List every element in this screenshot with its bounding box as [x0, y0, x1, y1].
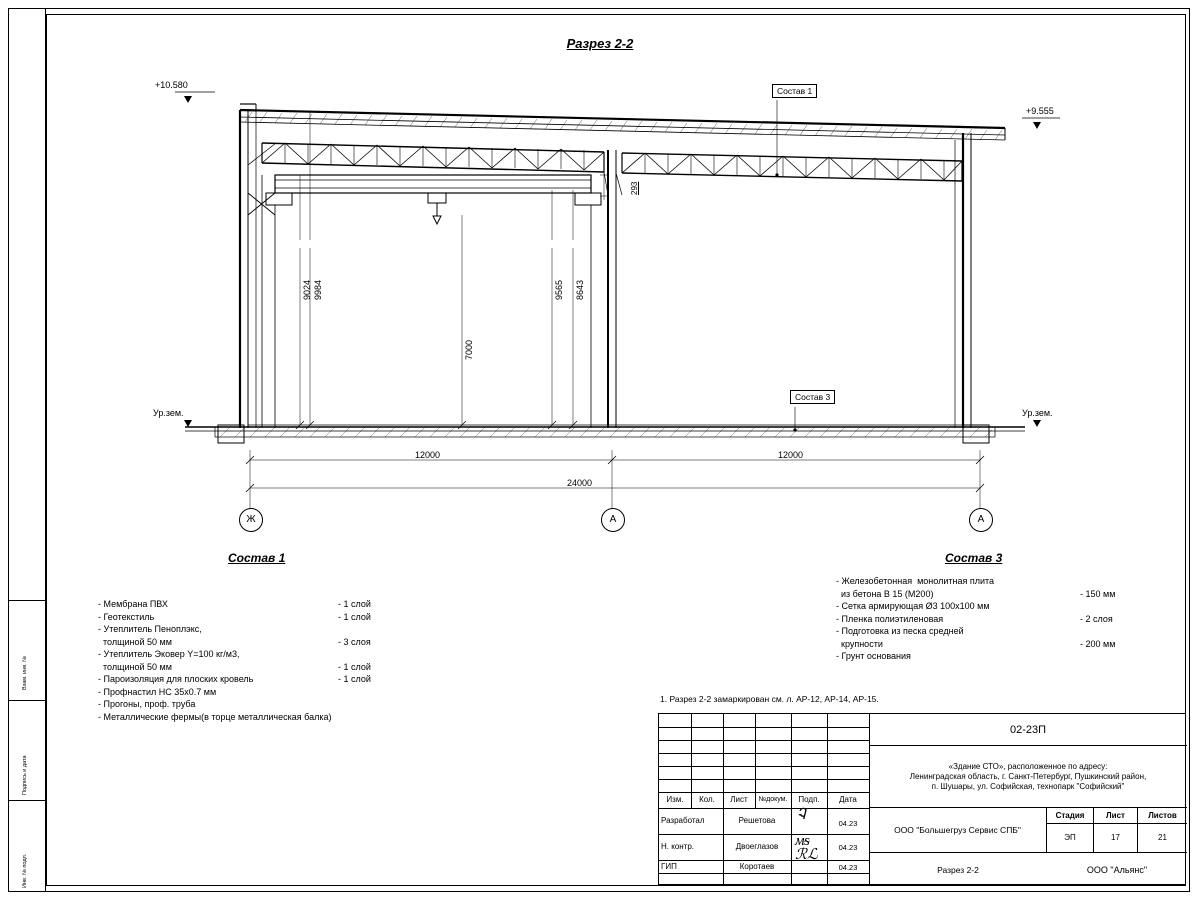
sostav3-item-3: - Пленка полиэтиленовая: [836, 613, 944, 624]
stamp-hline-1: [659, 727, 869, 728]
stamp-role-0: Разработал: [661, 816, 705, 825]
stamp-hline-3: [659, 753, 869, 754]
sostav1-item-4: - Утеплитель Эковер Y=100 кг/м3,: [98, 649, 240, 659]
stamp-name-2: Коротаев: [739, 862, 775, 871]
axis-mark-a-2: А: [969, 508, 993, 532]
left-margin-label-2: Подпись и дата: [22, 755, 28, 795]
stamp-col-kol: Кол.: [699, 795, 715, 804]
stamp-role-1: Н. контр.: [661, 842, 695, 851]
sostav1-title: Состав 1: [228, 551, 286, 565]
sostav3-item-5: крупности: [836, 638, 883, 649]
sostav1-item-5: толщиной 50 мм: [98, 661, 172, 672]
sostav3-item-4: - Подготовка из песка средней: [836, 626, 964, 636]
stamp-stage-header-0: Стадия: [1047, 808, 1093, 824]
stamp-stage-value-2: 21: [1137, 824, 1187, 853]
sostav1-item-6: - Пароизоляция для плоских кровель: [98, 674, 254, 684]
stamp-stage-value-0: ЭП: [1047, 824, 1093, 853]
dim-9984: 9984: [313, 279, 323, 300]
sostav3-values: [1080, 575, 1115, 650]
stamp-date-0: 04.23: [838, 819, 858, 828]
stamp-row-vline-2: [791, 808, 792, 886]
sostav3-value-5: - 200 мм: [1080, 638, 1116, 649]
sostav1-value-5: - 1 слой: [338, 661, 371, 672]
dim-span-right: 12000: [778, 450, 804, 460]
stamp-object-line2: Ленинградская область, г. Санкт-Петербург, Пушкинский район,: [909, 771, 1147, 781]
sostav3-items: [836, 575, 994, 663]
stamp-code-cell: 02-23П: [869, 714, 1187, 746]
stamp-object-cell: [869, 746, 1187, 808]
left-margin-label-3: Инв. № подл.: [22, 853, 28, 888]
stamp-hline-4: [659, 766, 869, 767]
axis-mark-a-1: А: [601, 508, 625, 532]
stamp-row-line-1: [659, 834, 869, 835]
sostav1-item-2: - Утеплитель Пеноплэкс,: [98, 624, 202, 634]
signature-1: ᴍᵴ: [795, 833, 810, 849]
sostav1-item-1: - Геотекстиль: [98, 611, 155, 622]
drawing-note: 1. Разрез 2-2 замаркирован см. л. АР-12, АР-14, АР-15.: [660, 694, 879, 704]
title-block: [658, 713, 1186, 885]
sostav3-item-0: - Железобетонная монолитная плита: [836, 576, 995, 586]
stamp-role-2: ГИП: [661, 862, 677, 871]
stamp-stage-header-2: Листов: [1137, 808, 1187, 824]
sostav3-title: Состав 3: [945, 551, 1003, 565]
sostav3-value-1: - 150 мм: [1080, 588, 1116, 599]
stamp-organization-cell: ООО "Альянс": [1086, 864, 1148, 875]
dim-8643: 8643: [575, 279, 585, 300]
axis-mark-zh: Ж: [239, 508, 263, 532]
sostav1-values: [338, 598, 371, 686]
dim-span-left: 12000: [415, 450, 441, 460]
stamp-date-1: 04.23: [838, 843, 858, 852]
signature-0: Ꮈ: [797, 807, 806, 823]
sostav1-item-3: толщиной 50 мм: [98, 636, 172, 647]
dim-total: 24000: [567, 478, 593, 488]
sostav1-item-0: - Мембрана ПВХ: [98, 599, 168, 609]
sostav1-value-0: - 1 слой: [338, 599, 371, 609]
signature-2: ℛℒ: [795, 847, 818, 863]
stamp-hline-7: [659, 808, 869, 809]
callout-sostav3: Состав 3: [790, 390, 835, 404]
elevation-top-right: +9.555: [1026, 106, 1054, 116]
stamp-sheet-title-cell: Разрез 2-2: [937, 864, 979, 875]
dim-9024: 9024: [302, 279, 312, 300]
stamp-name-0: Решетова: [738, 816, 776, 825]
callout-sostav1: Состав 1: [772, 84, 817, 98]
elevation-ground-left: Ур.зем.: [153, 408, 184, 418]
stamp-col-podp: Подп.: [798, 795, 820, 804]
left-margin-label-1: Взам. инв. №: [22, 655, 28, 690]
stamp-col-data: Дата: [839, 795, 857, 804]
stamp-object-line1: «Здание СТО», расположенное по адресу:: [948, 761, 1108, 771]
dim-9565: 9565: [554, 279, 564, 300]
stamp-stage-value-1: 17: [1093, 824, 1137, 853]
sostav3-item-1: из бетона В 15 (М200): [836, 588, 934, 599]
sostav1-item-7: - Профнастил НС 35х0.7 мм: [98, 686, 217, 697]
dim-7000: 7000: [464, 339, 474, 360]
page-title: Разрез 2-2: [566, 36, 634, 51]
sostav1-value-1: - 1 слой: [338, 611, 371, 622]
stamp-col-list: Лист: [730, 795, 748, 804]
stamp-col-izm: Изм.: [666, 795, 684, 804]
sostav1-item-9: - Металлические фермы(в торце металлическая балка): [98, 711, 332, 722]
elevation-top-left: +10.580: [155, 80, 188, 90]
stamp-company-cell: ООО "Большегруз Сервис СПБ": [869, 808, 1047, 853]
sostav1-items: [98, 598, 331, 723]
dim-293: 293: [630, 181, 639, 195]
sostav3-value-3: - 2 слоя: [1080, 613, 1113, 624]
stamp-name-1: Двоеглазов: [735, 842, 779, 851]
sostav1-item-8: - Прогоны, проф. труба: [98, 699, 196, 709]
sostav1-value-6: - 1 слой: [338, 674, 371, 684]
stamp-hline-5: [659, 779, 869, 780]
stamp-date-2: 04.23: [838, 863, 858, 872]
stamp-object-line3: п. Шушары, ул. Софийская, технопарк "Софийский": [931, 781, 1125, 791]
stamp-stage-header-1: Лист: [1093, 808, 1137, 824]
sostav3-item-6: - Грунт основания: [836, 651, 911, 661]
sostav1-value-3: - 3 слоя: [338, 636, 371, 647]
stamp-col-ndokum: №докум.: [758, 796, 788, 803]
elevation-ground-right: Ур.зем.: [1022, 408, 1053, 418]
stamp-hline-2: [659, 740, 869, 741]
sostav3-item-2: - Сетка армирующая Ø3 100х100 мм: [836, 601, 990, 611]
